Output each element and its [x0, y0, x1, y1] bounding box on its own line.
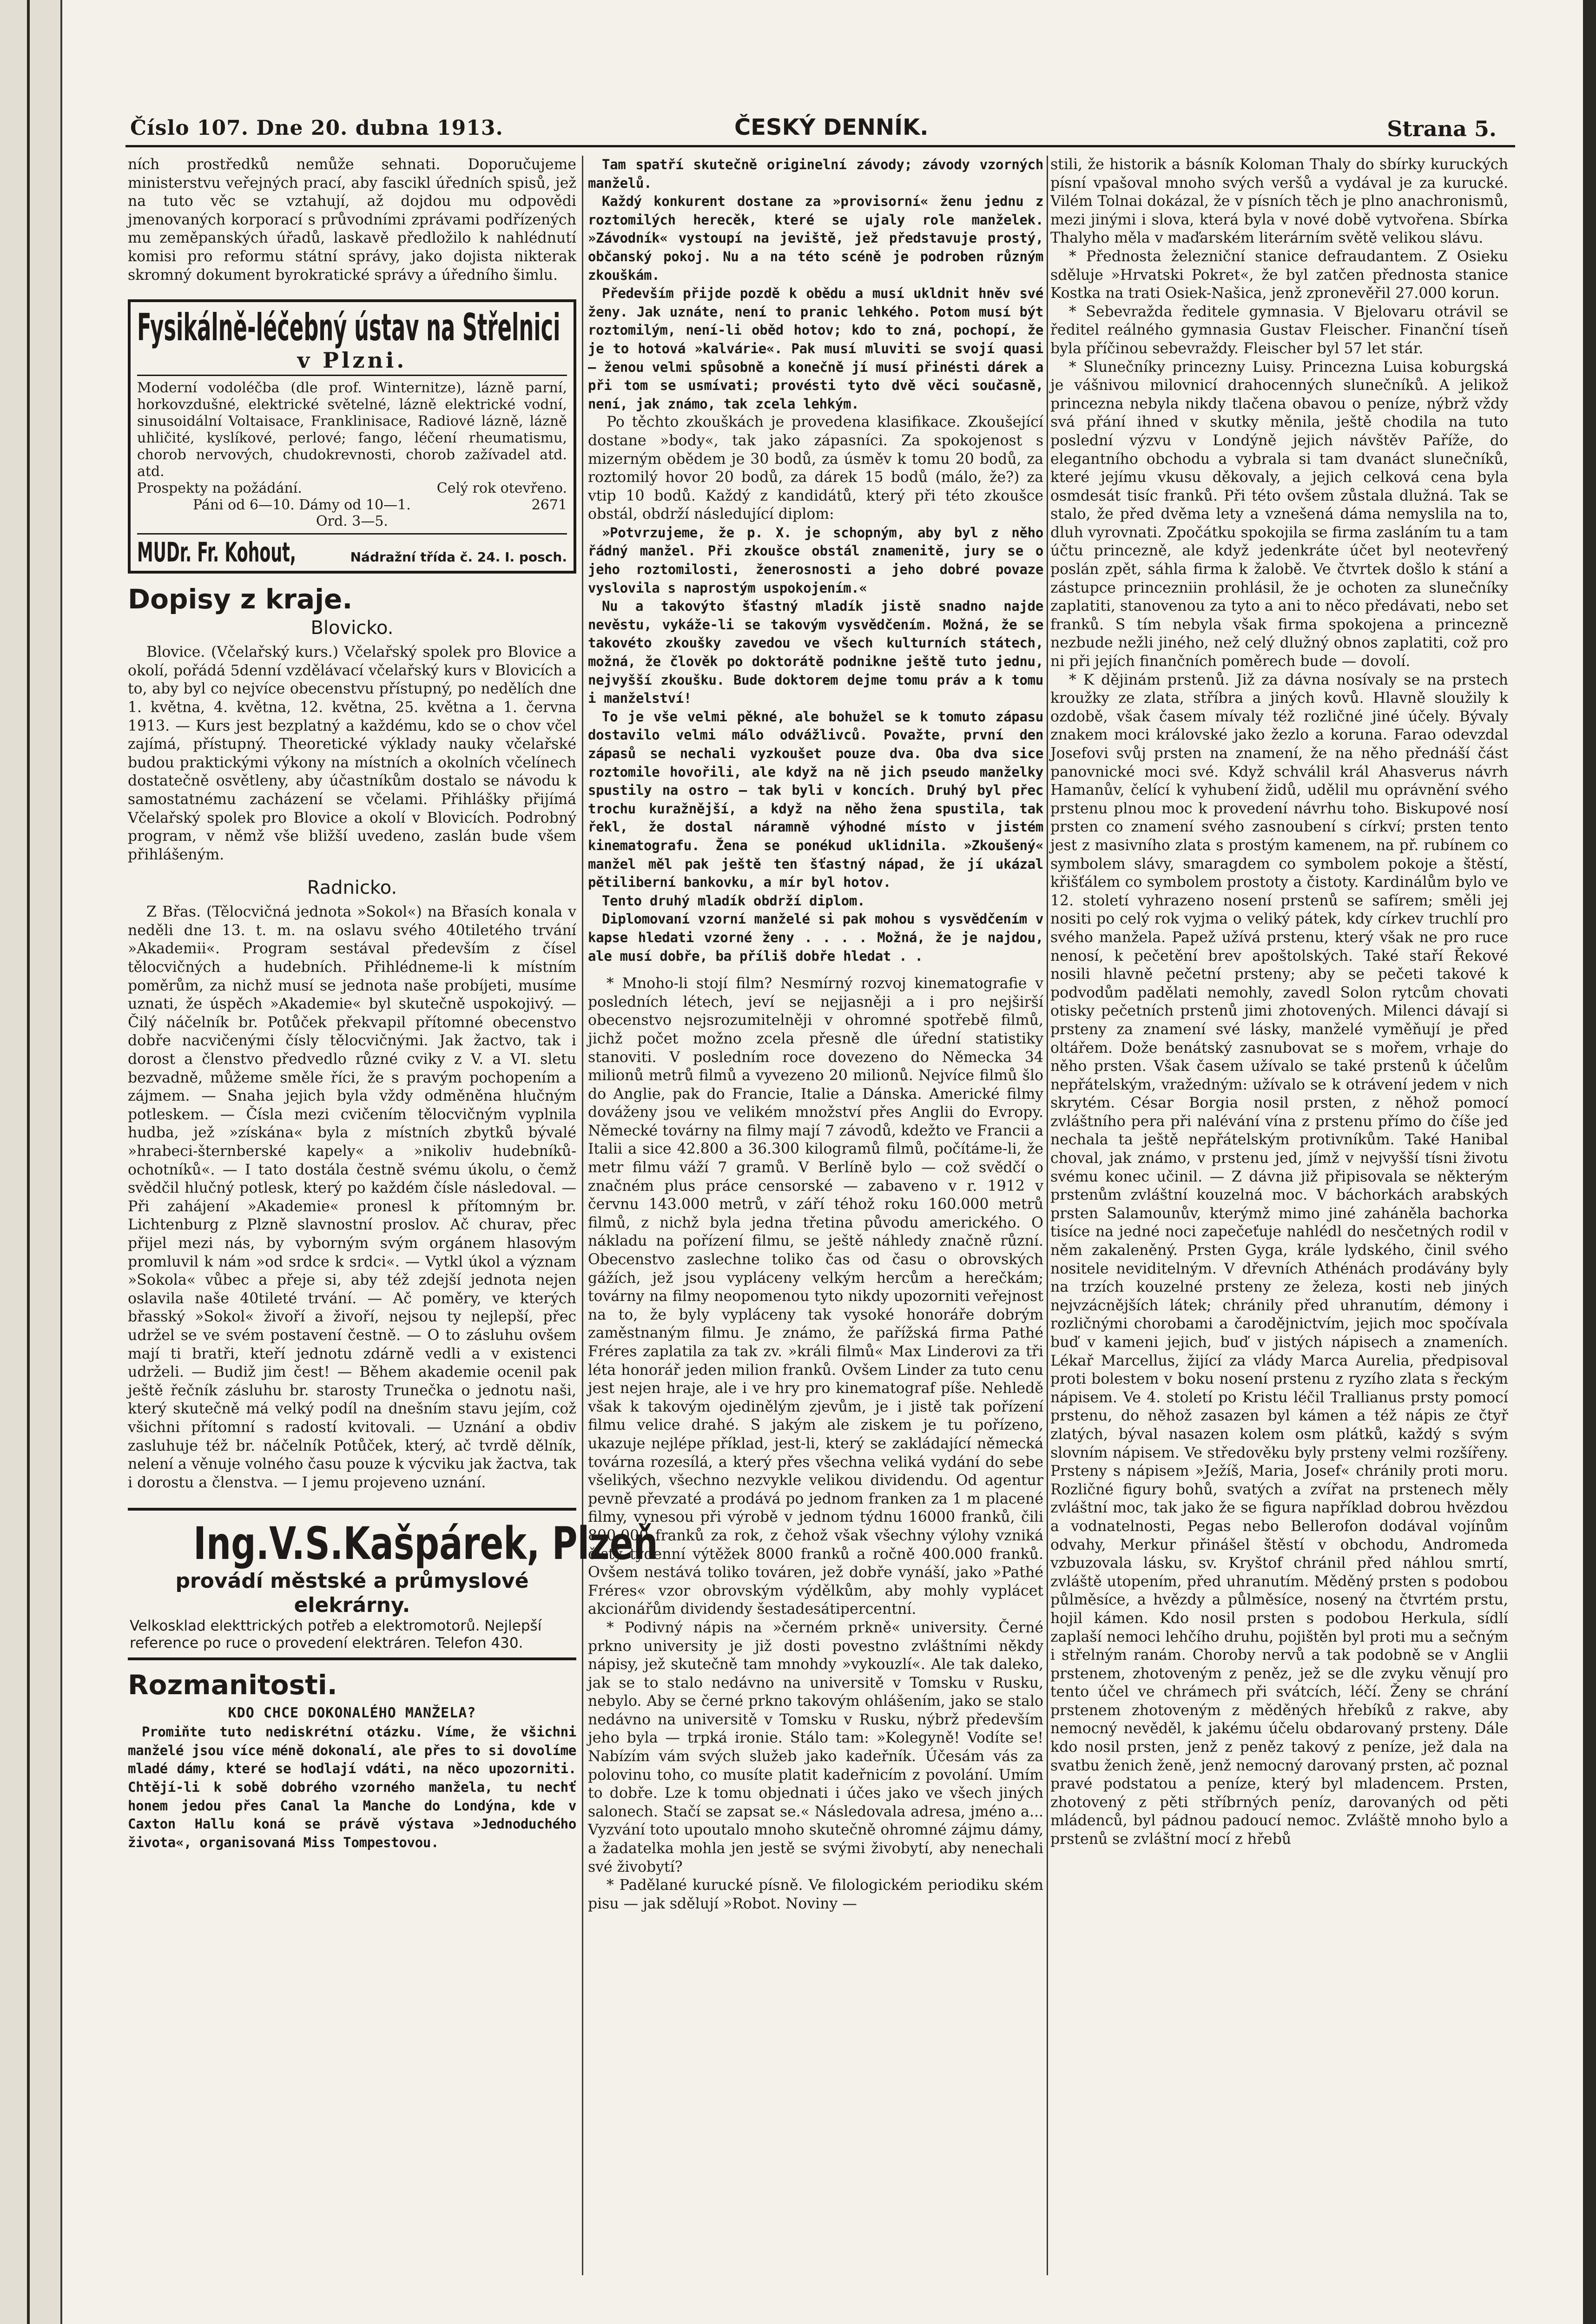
- ad-subtitle: v Plzni.: [297, 348, 407, 373]
- column-1: [128, 156, 658, 2280]
- gutter-rule: [27, 0, 30, 2324]
- ad2-name: Ing.V.S.Kašpárek, Plzeň: [193, 1518, 658, 1570]
- page-header: [116, 112, 1506, 149]
- subsection-title-blovicko: Blovicko.: [310, 617, 394, 639]
- ad-row: [137, 480, 567, 497]
- column-divider-2: [1047, 156, 1048, 2275]
- spa-advertisement: [128, 299, 576, 574]
- ad-body: Moderní vodoléčba (dle prof. Winternitze), lázně parní, horkovzdušné, elektrické světelné, lázně elektrické vodní, sinusoidální Voltaisace, Franklinisace, Radiové lázně, lázně uhličité, kyslíkové, perlové; fango, léčení rheumatismu, chorob nervových, chudokrevnosti, chorob zažívadel atd. atd.: [137, 380, 567, 480]
- article-title-kdo: KDO CHCE DOKONALÉHO MANŽELA?: [228, 1705, 476, 1722]
- article-prsteny: * K dějinám prstenů. Již za dávna nosívaly se na prstech kroužky ze zlata, stříbra a jiných kovů. Hlavně sloužily k ozdobě, však časem mívaly též rozličné jiné účely. Bývaly znakem moci královské jako žezlo a koruna. Farao odevzdal Josefovi svůj prsten na znamení, že na něho přednáší část panovnické moci své. Když schválil král Ahasverus návrh Hamanův, čelící k vyhubení židů, udělil mu oprávnění svého prstenu plnou moc k provedení návrhu toho. Biskupové nosí prsten co znamení svého zasnoubení s církví; prsten tento jest z masivního zlata s prostým kamenem, na př. rubínem co symbolem slávy, smaragdem co symbolem pokoje a štěstí, křišťálem co symbolem prostoty a čistoty. Kardinálům bylo ve 12. století vyhrazeno nosení prstenů se safírem; směli jej nositi po celý rok vyjma o veliký pátek, kdy církev truchlí pro svého manžela. Papež užívá prstenu, který však ne pro ruce nenosí, k pečetění brev apoštolských. Také staří Řekové nosili hlavně pečetní prsteny; aby se pečeti takové k podvodům padělati nemohly, zavedl Solon rytcům chovati otisky pečetních prstenů jimi zhotovených. Milenci dávají si prsteny za znamení své lásky, manželé vyměňují je před oltářem. Dože benátský zasnubovat se s mořem, vrhaje do něho prsten. Však časem užívalo se také prstenů k účelům nepřátelským, vražedným: užívalo se k otrávení jedem v nich skrytém. César Borgia nosil prsten, z něhož pomocí zvláštního pera při nalévání vína z prstenu přímo do číše jed nechala ta ještě nepřátelským protivníkům. Také Hanibal choval, jak známo, v prstenu jed, jímž v nejvyšší tísni životu svému konec učinil. — Z dávna již připisovala se některým prstenům zvláštní kouzelná moc. V báchorkách arabských prsten Salamounův, kterýmž mimo jiné zaháněla bachorka tisíce na jedné noci zapečeťuje nahlédl do nesčetných rodil v něm zakaleněný. Prsten Gyga, krále lydského, činil svého nositele neviditelným. V dřevních Athénách prodávány byly na trzích kouzelné prsteny ze železa, kosti neb jiných nejvzácnějších látek; chránily před uhranutím, démony i rozličnými chorobami a čarodějnictvím, jejich moc spočívala buď v kameni jejich, buď v jistých nápisech a znameních. Lékař Marcellus, žijící za vlády Marca Aurelia, předpisoval proti bolestem v boku nosení prstenu z ryzího zlata s řeckým nápisem. Ve 4. století po Kristu léčil Trallianus prsty pomocí prstenu, do něhož zasazen byl kámen a též nápis ze čtyř zlatých, býval nasazen kolem osm plátků, každý s svým slovním nápisem. Ve středověku byly prsteny velmi rozšířeny. Prsteny s nápisem »Ježíš, Maria, Josef« chránily proti moru. Rozličné figury bohů, svatých a zvířat na prstenech měly zvláštní moc, tak jako že se figura například dobrou hvězdou a vodnatelnosti, Pegas nebo Bellerofon dodával vojínům odvahy, Merkur přinášel štěstí v obchodu, Andromeda vzbuzovala lásku, sv. Kryštof chránil před náhlou smrtí, zvláště utopením, před uhranutím. Měděný prsten s podobou půlměsíce, a hvězdy a půlměsíce, nosený na čtvrtém prstu, hojil kámen. Kdo nosil prsten s podobou Herkula, sídlí zaplaší nemoci lehčího druhu, pojištěn byl proti mu a sečným i střelným ranám. Choroby nervů a tak podobně se v Anglii prstenem, zhotoveným z peněz, jež se dle zvyku věnují pro tento účel ve chrámech při svátcích, léčí. Ženy se chrání prstenem zhotoveným z měděných hřebíků z rakve, aby nemocný nevěděl, k jakému účelu obdarovaný prsteny. Dále kdo nosil prsten, jenž z peněz takový z peníze, jež dala na svatbu ženich ženě, jenž nemocný darovaný prsten, ač poznal pravé podstatou a peníze, který byl mladencem. Prsten, zhotovený z pěti stříbrných peníz, darovaných od pěti mládenců, byl pádnou padoucí nemoc. Zvláště mnoho bylo a prstenů se zvláštní mocí z hřebů: [1050, 671, 1508, 1848]
- article-slunecniky: * Slunečníky princezny Luisy. Princezna Luisa koburgská je vášnivou milovnicí drahocenných slunečníků. A jelikož princezna nebyla nikdy tlačena obavou o peníze, nýbrž vždy svá přání ihned v skutky měnila, ještě chodila na tuto poslední výzvu v Londýně jejich návštěv Paříže, do elegantního obchodu a vybrala si tam dvanáct slunečníků, které jejímu vkusu děkovaly, a jejich celková cena byla osmdesát tisíc franků. Při této ovšem zůstala dlužná. Tak se stalo, že před dvěma lety a vznešená dáma nemyslila na to, dluh vyrovnati. Zpočátku spokojila se firma zasláním tu a tam účtu princezně, ale když jedenkráte účet byl neotevřený poslán zpět, sáhla firma k žalobě. Ve čtvrtek došlo k stání a zástupce princezniin prohlásil, že je ochoten za slunečníky zaplatiti, stanovenou za tyto a ani to něco předávati, nebo set franků. S tím nebyla však firma spokojena a princezně nezbude nežli jiného, než celý dlužný obnos zaplatiti, což pro ni při jejích finančních poměrech bude — dovolí.: [1050, 358, 1508, 670]
- section-title-rozmanitosti: Rozmanitosti.: [128, 1669, 337, 1701]
- article-kdo: Promiňte tuto nediskrétní otázku. Víme, že všichni manželé jsou více méně dokonalí, ale přes to si dovolíme mladé dámy, které se hodlají vdáti, na něco upozorniti. Chtějí-li k sobě dobrého vzorného manžela, tu nechť honem jedou přes Canal la Manche do Londýna, kde v Caxton Hallu koná se právě výstava »Jednoduchého života«, organisovaná Miss Tompestovou.: [128, 1724, 576, 1850]
- paragraph: Každý konkurent dostane za »provisorní« ženu jednu z roztomilých herecěk, které se ujaly role manželek. »Závodník« vystoupí na jeviště, jež představuje prostý, občanský pokoj. Nu a na této scéně je podroben různým zkouškám.: [588, 193, 1043, 283]
- article-kurucke: * Padělané kurucké písně. Ve filologickém periodiku ském pisu — jak sdělují »Robot. Noviny —: [588, 1877, 1043, 1912]
- ad2-small: Velkosklad elekttrických potřeb a elektromotorů. Nejlepší reference po ruce o provedení elektráren. Telefon 430.: [130, 1618, 542, 1652]
- masthead: ČESKÝ DENNÍK.: [734, 114, 929, 140]
- ad-prospekty: Prospekty na požádání.: [137, 480, 302, 497]
- article-film: * Mnoho-li stojí film? Nesmírný rozvoj kinematografie v posledních létech, jeví se nejjasněji a i pro nejširší obecenstvo nejsrozumitelněji v ohromné spotřebě filmů, jichž počet možno zcela přesně dle úřední statistiky stanoviti. V posledním roce dovezeno do Německa 34 milionů metrů filmů a vyvezeno 20 milionů. Nejvíce filmů šlo do Anglie, pak do Francie, Italie a Dánska. Americké filmy dováženy jsou ve velikém množství přes Anglii do Evropy. Německé továrny na filmy mají 7 závodů, kdežto ve Francii a Italii a sice 42.800 a 36.300 kilogramů filmů, počítáme-li, že metr filmu váží 7 gramů. V Berlíně bylo — což svědčí o značném plus práce censorské — zabaveno v r. 1912 v červnu 143.000 metrů, v září téhož roku 160.000 metrů filmů, z nichž byla jedna třetina původu amerického. O nákladu na pořízení filmu, se ještě náhledy značně různí. Obecenstvo zaslechne toliko čas od času o obrovských gážích, jež jsou vypláceny velkým hercům a herečkám; továrny na filmy neopomenou tyto nikdy upozorniti veřejnost na to, že byly vypláceny tak vysoké honoráře dobrým zaměstnaným filmu. Je známo, že pařížská firma Pathé Fréres zaplatila za tak zv. »králi filmů« Max Linderovi za tři léta honorář jeden milion franků. Ovšem Linder za tuto cenu jest nejen hraje, ale i ve hry pro kinematograf píše. Nehledě však k takovým ojedinělým zjevům, je i jistě tak pořízení filmu velice drahé. S jakým ale ziskem je tu pořízeno, ukazuje nejlépe příklad, jest-li, který se zakládající německá továrna rozesílá, a který přes všechna veliká vydání do sebe všelikých, všechno nezvykle velikou dividendu. Od agentur pevně převzaté a prodává po jednom franken za 1 m placené filmy, vynesou při výrobě v jednom týdnu 16000 franků, čili 800.000 franků za rok, z čehož však všechny výlohy vzniká čistý týdenní výtěžek 8000 franků a ročně 400.000 franků. Ovšem nestává toliko továren, jež dobře vynáší, jako »Pathé Fréres« vzor obrovským výdělkům, aby mohly vyplácet akcionářům dividendy šestadesátipercentní.: [588, 975, 1043, 1618]
- paragraph: Tento druhý mladík obdrží diplom.: [602, 892, 865, 909]
- article-prednosta: * Přednosta železniční stanice defraudantem. Z Osieku sděluje »Hrvatski Pokret«, že byl zatčen přednosta stanice Kostka na trati Osiek-Našica, jenž zpronevěřil 27.000 korun.: [1050, 248, 1508, 302]
- subsection-title-radnicko: Radnicko.: [307, 877, 397, 899]
- ad-divider: [137, 375, 567, 376]
- ad-code: 2671: [531, 497, 567, 514]
- column-2: [588, 156, 1043, 2280]
- paragraph: Diplomovaní vzorní manželé si pak mohou s vysvědčením v kapse hledati vzorné ženy . . . . Možná, že je najdou, ale musí dobře, ba příliš dobře hledat . .: [588, 911, 1043, 964]
- section-title-dopisy: Dopisy z kraje.: [128, 583, 353, 615]
- paragraph: Nu a takovýto šťastný mladík jistě snadno najde nevěstu, vykáže-li se takovým vysvědčením. Možná, že se takovéto zkoušky zavedou ve všech kulturních státech, možná, že člověk po doktorátě podnikne ještě tuto jednu, nejvyšší zkoušku. Bude doktorem dejme tomu práv a k tomu i manželství!: [588, 598, 1043, 706]
- article-sebevrazda: * Sebevražda ředitele gymnasia. V Bjelovaru otrávil se ředitel reálného gymnasia Gustav Fleischer. Finanční tíseň byla příčinou sebevraždy. Fleischer byl 57 let stár.: [1050, 303, 1508, 357]
- header-rule: [125, 145, 1515, 147]
- issue-date: Číslo 107. Dne 20. dubna 1913.: [130, 116, 503, 140]
- article-continuation: ních prostředků nemůže sehnati. Doporučujeme ministerstvu veřejných prací, aby fascikl úředních spisů, jež na tuto věc se vztahují, až dojdou mu odpovědi jmenovaných korporací s průvodními zprávami podřízených mu zeměpanských úřadů, laskavě předložilo k nahlédnutí komisi pro reformu státní správy, jako dojista nikterak skromný dokument byrokratické správy a úředního šimlu.: [128, 156, 576, 284]
- article-blovice: Blovice. (Včelařský kurs.) Včelařský spolek pro Blovice a okolí, pořádá 5denní vzdělávací včelařský kurs v Blovicích a to, aby byl co nejvíce obecenstvu přístupný, po nedělích dne 1. května, 4. května, 12. května, 25. května a 1. června 1913. — Kurs jest bezplatný a každému, kdo se o chov včel zajímá, přístupný. Theoretické výklady nauky včelařské budou praktickými výkony na místních a okolních včelínech dostatečně osvětleny, aby účastníkům dostalo se návodu k samostatnému zacházení se včelami. Přihlášky přijímá Včelařský spolek pro Blovice a okolí v Blovicích. Podrobný program, v němž vše bližší uvedeno, zaslán bude všem přihlášeným.: [128, 644, 576, 863]
- ad-title: Fysikálně-léčebný ústav na Střelnici: [137, 306, 561, 350]
- article-bras: Z Břas. (Tělocvičná jednota »Sokol«) na Břasích konala v neděli dne 13. t. m. na oslavu svého 40tiletého trvání »Akademii«. Program sestával především z čísel tělocvičných a hudebních. Přihlédneme-li k místním poměrům, za nichž musí se jednota naše probíjeti, musíme uznati, že úspěch »Akademie« byl skutečně uspokojivý. —Čilý náčelník br. Potůček překvapil přítomné obecenstvo dobře nacvičenými čísly tělocvičnými. Jak žactvo, tak i dorost a členstvo předvedlo různé cviky z V. a VI. sletu bezvadně, můžeme směle říci, že s pravým pochopením a zájmem. — Snaha jejich byla vždy odměněna hlučným potleskem. — Čísla mezi cvičením tělocvičným vyplnila hudba, jež »získána« byla z místních zbytků bývalé »hrabeci-šternberské kapely« a »nikoliv hudebníků-ochotníků«. — I tato dostála čestně svému úkolu, o čemž svědčil hlučný potlesk, který po každém čísle následoval. — Při zahájení »Akademie« pronesl k přítomným br. Lichtenburg z Plzně slavnostní proslov. Ač churav, přec přijel mezi nás, by vyborným svým orgánem hlasovým promluvil k nám »od srdce k srdci«. — Vytkl úkol a význam »Sokola« vůbec a přeje si, aby též zdejší jednota nejen oslavila naše 40tileté trvání. — Ač poměry, ve kterých břasský »Sokol« živoří a živoří, nejsou ty nejlepší, přec udržel se ve svém postavení čestně. — O to zásluhu ovšem mají ti bratři, kteří jednotu zdárně vedli a v existenci udrželi. — Budiž jim čest! — Během akademie ocenil pak ještě řečník zásluhu br. starosty Trunečka o jednotu naši, který skutečně má velký podíl na dnešním stavu jejím, což všichni přítomní s radostí kvitovali. — Uznání a obdiv zasluhuje též br. náčelník Potůček, který, ač tvrdě dělník, nelení a věnuje volného času pouze k výcviku jak žactva, tak i dorostu a členstva. — I jemu projeveno uznání.: [128, 904, 576, 1491]
- ad-doctor: MUDr. Fr. Kohout,: [137, 536, 296, 568]
- kasparek-advertisement: [128, 1508, 658, 1660]
- ad2-line2: elekrárny.: [294, 1593, 410, 1618]
- ad2-line1: provádí městské a průmyslové: [175, 1569, 529, 1593]
- paragraph: To je vše velmi pěkné, ale bohužel se k tomuto zápasu dostavilo velmi málo odvážlivců. Považte, první den zápasů se nechali vyzkoušet pouze dva. Oba dva sice roztomile hovořili, ale když na ně jich pseudo manželky spustily na ostro — tak byli v koncích. Druhý byl přec trochu kuražnější, a když na něho žena spustila, tak řekl, že dostal náramně výhodné místo v jistém kinematografu. Žena se ponékud uklidnila. »Zkoušený« manžel měl pak ještě ten šťastný nápad, že jí ukázal pětiliberní bankovku, a mír byl hotov.: [588, 708, 1043, 891]
- ad-row: [137, 497, 567, 514]
- ad-footer: [137, 533, 567, 568]
- ad-hours: Páni od 6—10. Dámy od 10—1.: [193, 497, 411, 514]
- paragraph: Především přijde pozdě k obědu a musí ukldnit hněv své ženy. Jak uznáte, není to pranic lehkého. Potom musí být roztomilým, není-li oběd hotov; kdo to zná, pochopí, že je to hotová »kalvárie«. Pak musí mluviti se svojí quasi — ženou velmi spůsobně a konečně jí musí přinésti dárek a při tom se usmívati; provésti tyto dvě věci současně, není, jak známo, tak zcela lehkým.: [588, 285, 1043, 412]
- column-divider-1: [582, 156, 583, 2275]
- article-continuation: stili, že historik a básník Koloman Thaly do sbírky kuruckých písní vpašoval mnoho svých veršů a vydával je za kurucké. Vilém Tolnai dokázal, že v písních těch je plno anachronismů, mezi jinými i slova, která byla v nové době vytvořena. Sbírka Thalyho měla v maďarském literárním světě velikou slávu.: [1050, 156, 1508, 247]
- scan-edge-right: [1583, 0, 1596, 2324]
- paragraph: Po těchto zkouškách je provedena klasifikace. Zkoušející dostane »body«, tak jako zápasníci. Za spokojenost s mizerným obědem je 30 bodů, za úsměv k tomu 20 bodů, za roztomilý hovor 20 bodů, za dárek 15 bodů (málo, že?) za vtip 10 bodů. Každý z kandidátů, který při této zkoušce obstál, obdrží následující diplom:: [588, 414, 1043, 523]
- ad-ordination: Ord. 3—5.: [316, 513, 388, 530]
- ad-address: Nádražní třída č. 24. I. posch.: [350, 549, 567, 565]
- scan-edge-left: [0, 0, 62, 2324]
- ad-open: Celý rok otevřeno.: [436, 480, 567, 497]
- paragraph: Tam spatří skutečně originelní závody; závody vzorných manželů.: [588, 157, 1043, 191]
- paragraph-diplom: »Potvrzujeme, že p. X. je schopným, aby byl z něho řádný manžel. Při zkoušce obstál znamenitě, jury se o jeho roztomilosti, ženerosnosti a jeho dobré povaze vyslovila s naprostým uspokojením.«: [588, 524, 1043, 596]
- article-napis: * Podivný nápis na »černém prkně« university. Černé prkno university je již dosti povestno zvláštními někdy nápisy, jež skutečně tam mnohdy »vykouzlí«. Ale tak daleko, jak se to stalo nedávno na universitě v Tomsku v Rusku, nebylo. Aby se černé prkno takovým ohlášením, jako se stalo nedávno na universitě v Tomsku v Rusku, nýbrž především jeho byla — trpká ironie. Stálo tam: »Kolegyně! Vodíte se! Nabízím vám svých služeb jako kadeřník. Účesám vás za polovinu toho, co musíte platit kadeřnicím z povolání. Umím to dobře. Lze k tomu objednati i účes jako ve všech jiných salonech. Stačí se zapsat se.« Následovala adresa, jméno a... Vyzvání toto upoutalo mnoho skutečně ohromné zájmu dámy, a žadatelka mohla jen jestě se svými živobytí, aby nenechali své živobytí?: [588, 1619, 1043, 1875]
- page-number: Strana 5.: [1387, 116, 1497, 141]
- column-3: [1050, 156, 1508, 2280]
